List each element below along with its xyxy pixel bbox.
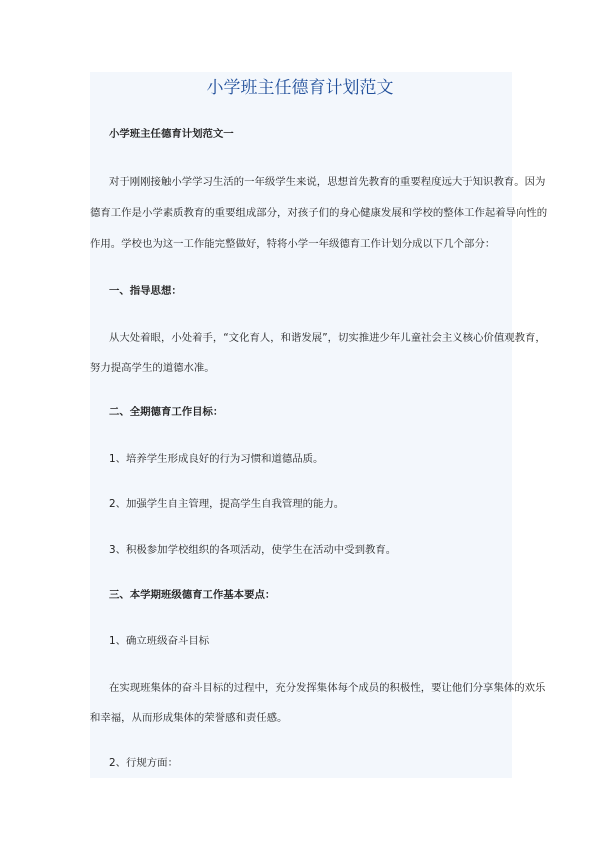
intro-line-3: 作用。学校也为这一工作能完整做好，特将小学一年级德育工作计划分成以下几个部分： [90, 238, 496, 250]
section3-sub1-line-2: 和幸福，从而形成集体的荣誉感和责任感。 [90, 712, 288, 724]
section1-line-1: 从大处着眼，小处着手，“文化育人，和谐发展”，切实推进少年儿童社会主义核心价值观教育， [109, 332, 546, 344]
intro-line-1: 对于刚刚接触小学学习生活的一年级学生来说，思想首先教育的重要程度远大于知识教育。因为 [109, 176, 546, 188]
subtitle: 小学班主任德育计划范文一 [109, 128, 234, 140]
section1-line-2: 努力提高学生的道德水准。 [90, 362, 215, 374]
section2-item-1: 1、培养学生形成良好的行为习惯和道德品质。 [109, 453, 324, 465]
section2-heading: 二、全期德育工作目标： [109, 406, 224, 418]
section3-sub1-line-1: 在实现班集体的奋斗目标的过程中，充分发挥集体每个成员的积极性，要让他们分享集体的欢乐 [109, 682, 546, 694]
section3-sub-1: 1、确立班级奋斗目标 [109, 635, 210, 647]
intro-line-2: 德育工作是小学素质教育的重要组成部分，对孩子们的身心健康发展和学校的整体工作起着导向性的 [90, 207, 548, 219]
section1-heading: 一、指导思想： [109, 285, 182, 297]
section3-heading: 三、本学期班级德育工作基本要点： [109, 589, 276, 601]
section3-sub-2: 2、行规方面： [109, 757, 178, 769]
section2-item-2: 2、加强学生自主管理，提高学生自我管理的能力。 [109, 498, 345, 510]
section2-item-3: 3、积极参加学校组织的各项活动，使学生在活动中受到教育。 [109, 544, 397, 556]
document-title: 小学班主任德育计划范文 [206, 78, 394, 98]
